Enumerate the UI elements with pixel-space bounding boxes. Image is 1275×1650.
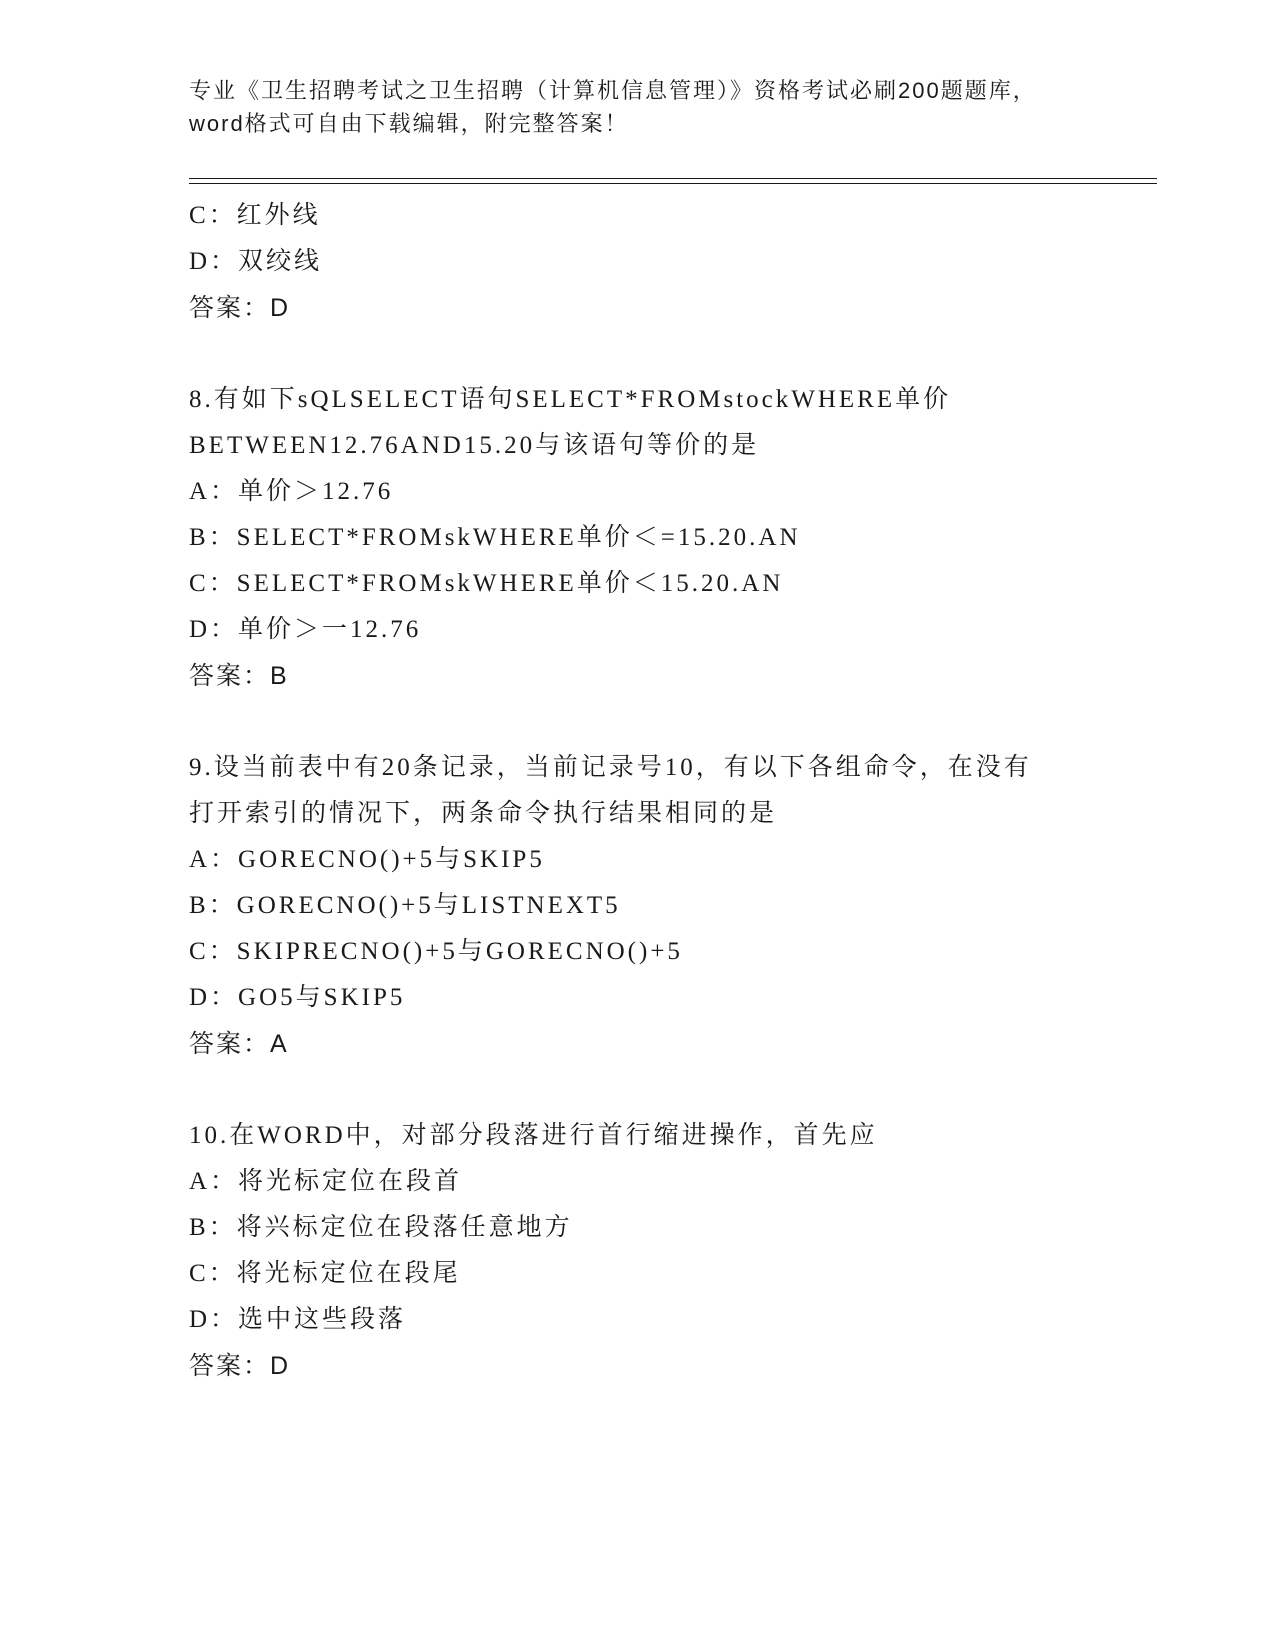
q10-option-a: A：将光标定位在段首 xyxy=(189,1168,463,1195)
q9-option-c: C：SKIPRECNO()+5与GORECNO()+5 xyxy=(189,938,683,965)
question-body xyxy=(189,193,1149,1389)
q8-option-b: B：SELECT*FROMskWHERE单价＜=15.20.AN xyxy=(189,524,801,551)
q8-stem-line-1: 8.有如下sQLSELECT语句SELECT*FROMstockWHERE单价 xyxy=(189,386,952,413)
q7-option-d: D：双绞线 xyxy=(189,248,323,275)
q9-stem-line-2: 打开索引的情况下，两条命令执行结果相同的是 xyxy=(189,800,778,827)
question-9 xyxy=(189,745,1149,1067)
q8-answer: 答案：B xyxy=(189,662,289,690)
q9-option-a: A：GORECNO()+5与SKIP5 xyxy=(189,846,545,873)
spacer xyxy=(189,699,1149,745)
q7-answer: 答案：D xyxy=(189,294,291,322)
header-divider-bottom xyxy=(189,183,1157,184)
q9-answer: 答案：A xyxy=(189,1030,289,1058)
q10-stem-line-1: 10.在WORD中，对部分段落进行首行缩进操作，首先应 xyxy=(189,1122,878,1149)
question-7 xyxy=(189,193,1149,331)
page-header xyxy=(189,74,1089,140)
question-10 xyxy=(189,1113,1149,1389)
q8-option-a: A：单价＞12.76 xyxy=(189,478,394,505)
q8-option-c: C：SELECT*FROMskWHERE单价＜15.20.AN xyxy=(189,570,784,597)
spacer xyxy=(189,1067,1149,1113)
header-divider-top xyxy=(189,178,1157,179)
q10-answer: 答案：D xyxy=(189,1352,291,1380)
q10-option-d: D：选中这些段落 xyxy=(189,1306,407,1333)
q8-option-d: D：单价＞一12.76 xyxy=(189,616,422,643)
header-title-line-1: 专业《卫生招聘考试之卫生招聘（计算机信息管理）》资格考试必刷200题题库， xyxy=(189,78,1037,103)
question-8 xyxy=(189,377,1149,699)
header-title-line-2: word格式可自由下载编辑，附完整答案！ xyxy=(189,111,629,136)
q9-option-b: B：GORECNO()+5与LISTNEXT5 xyxy=(189,892,621,919)
q7-option-c: C：红外线 xyxy=(189,202,321,229)
q10-option-b: B：将兴标定位在段落任意地方 xyxy=(189,1214,573,1241)
q9-option-d: D：GO5与SKIP5 xyxy=(189,984,406,1011)
spacer xyxy=(189,331,1149,377)
q10-option-c: C：将光标定位在段尾 xyxy=(189,1260,461,1287)
q8-stem-line-2: BETWEEN12.76AND15.20与该语句等价的是 xyxy=(189,432,760,459)
q9-stem-line-1: 9.设当前表中有20条记录，当前记录号10，有以下各组命令，在没有 xyxy=(189,754,1032,781)
